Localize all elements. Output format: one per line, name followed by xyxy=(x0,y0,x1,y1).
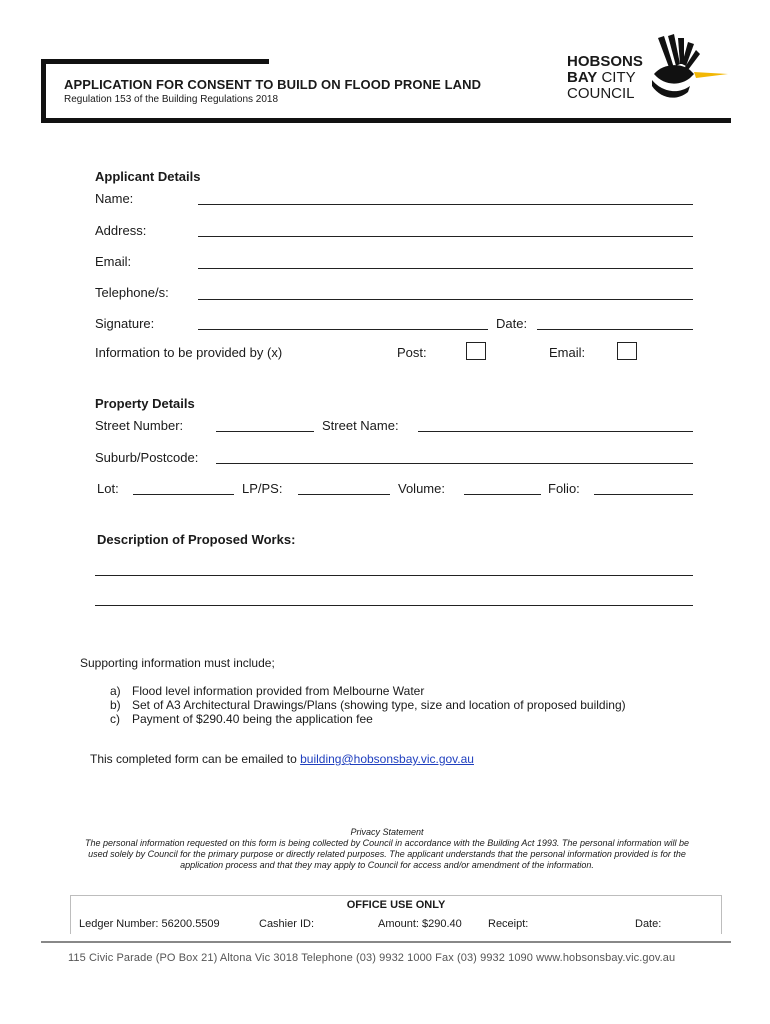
property-heading: Property Details xyxy=(95,396,195,411)
header-frame-top xyxy=(41,59,269,64)
lpps-field[interactable] xyxy=(298,494,390,495)
address-field[interactable] xyxy=(198,236,693,237)
form-subtitle: Regulation 153 of the Building Regulations 2018 xyxy=(64,94,279,105)
email-checkbox[interactable] xyxy=(617,342,637,360)
street-name-field[interactable] xyxy=(418,431,693,432)
office-date-label: Date: xyxy=(635,918,662,930)
signature-label: Signature: xyxy=(95,316,155,331)
logo-line-2-bold: BAY xyxy=(567,69,598,86)
council-email-link[interactable]: building@hobsonsbay.vic.gov.au xyxy=(300,752,474,766)
works-heading: Description of Proposed Works: xyxy=(97,532,296,547)
privacy-body: The personal information requested on this form is being collected by Council in accordance with the Building Act 1993. The personal information will be used solely by Council for the primary purpose or directly related purposes. The applicant understands that the personal information provided is for the application process and that they may apply to Council for access and/or amendment of the information. xyxy=(85,838,689,870)
name-field[interactable] xyxy=(198,204,693,205)
council-logo-text xyxy=(567,54,643,102)
email-note xyxy=(90,752,474,766)
works-field-line-2[interactable] xyxy=(95,605,693,606)
office-use-title: OFFICE USE ONLY xyxy=(346,899,446,911)
info-provided-label: Information to be provided by (x) xyxy=(95,345,283,360)
applicant-heading: Applicant Details xyxy=(95,169,201,184)
ledger-number: Ledger Number: 56200.5509 xyxy=(79,918,220,930)
lot-label: Lot: xyxy=(97,481,119,496)
email-note-text: This completed form can be emailed to xyxy=(90,752,301,766)
header-frame-left xyxy=(41,59,46,123)
date-label: Date: xyxy=(496,316,528,331)
list-item: b) Set of A3 Architectural Drawings/Plans (showing type, size and location of proposed building) xyxy=(110,698,626,712)
folio-label: Folio: xyxy=(548,481,580,496)
supporting-intro: Supporting information must include; xyxy=(80,656,275,670)
telephone-label: Telephone/s: xyxy=(95,285,169,300)
privacy-statement xyxy=(76,827,698,871)
amount-value: Amount: $290.40 xyxy=(378,918,462,930)
lpps-label: LP/PS: xyxy=(242,481,283,496)
post-checkbox[interactable] xyxy=(466,342,486,360)
privacy-title: Privacy Statement xyxy=(350,827,424,837)
footer-contact: 115 Civic Parade (PO Box 21) Altona Vic 3018 Telephone (03) 9932 1000 Fax (03) 9932 1090 www.hobsonsbay.vic.gov.au xyxy=(68,952,676,964)
address-label: Address: xyxy=(95,223,147,238)
list-item: c) Payment of $290.40 being the application fee xyxy=(110,712,373,726)
volume-label: Volume: xyxy=(398,481,445,496)
logo-line-3: COUNCIL xyxy=(567,85,635,102)
logo-beak xyxy=(694,72,728,78)
logo-line-2-light: CITY xyxy=(601,69,636,86)
street-number-label: Street Number: xyxy=(95,418,184,433)
cashier-id-label: Cashier ID: xyxy=(259,918,315,930)
list-item: a) Flood level information provided from Melbourne Water xyxy=(110,684,425,698)
signature-field[interactable] xyxy=(198,329,488,330)
email-label: Email: xyxy=(95,254,132,269)
volume-field[interactable] xyxy=(464,494,541,495)
office-use-box xyxy=(70,895,722,934)
logo-line-1: HOBSONS xyxy=(567,53,643,70)
street-name-label: Street Name: xyxy=(322,418,399,433)
suburb-field[interactable] xyxy=(216,463,693,464)
email-field[interactable] xyxy=(198,268,693,269)
date-field[interactable] xyxy=(537,329,693,330)
telephone-field[interactable] xyxy=(198,299,693,300)
post-option-label: Post: xyxy=(397,345,427,360)
email-option-label: Email: xyxy=(549,345,586,360)
suburb-label: Suburb/Postcode: xyxy=(95,450,199,465)
lot-field[interactable] xyxy=(133,494,234,495)
name-label: Name: xyxy=(95,191,134,206)
header-frame-bottom xyxy=(41,118,731,123)
supporting-list xyxy=(110,684,626,726)
receipt-label: Receipt: xyxy=(488,918,529,930)
street-number-field[interactable] xyxy=(216,431,314,432)
bird-logo-icon xyxy=(650,34,730,106)
folio-field[interactable] xyxy=(594,494,693,495)
form-title: APPLICATION FOR CONSENT TO BUILD ON FLOOD PRONE LAND xyxy=(64,77,482,92)
works-field-line-1[interactable] xyxy=(95,575,693,576)
footer-divider xyxy=(41,941,731,943)
